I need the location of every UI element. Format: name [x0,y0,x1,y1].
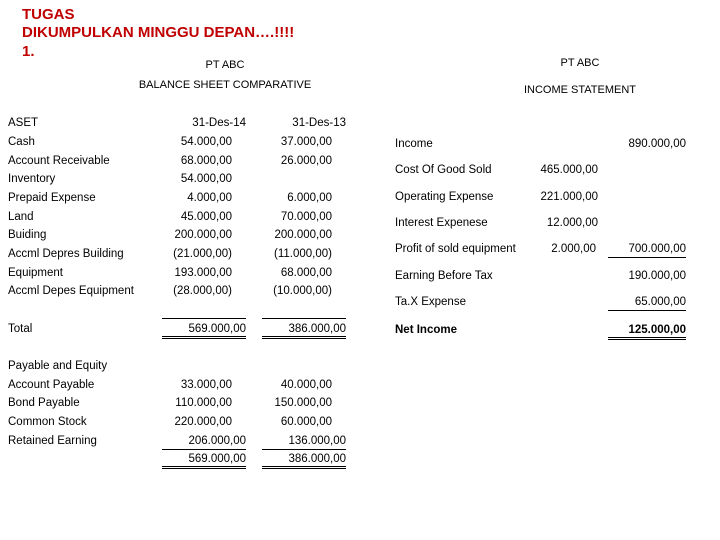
asset-row-value-2014: 200.000,00 [174,229,232,241]
asset-heading: ASET [8,117,39,129]
liabilities-total-2014: 569.000,00 [162,452,246,469]
asset-row-value-2013: (10.000,00) [273,285,332,297]
column-header-2013: 31-Des-13 [292,117,346,129]
question-number: 1. [22,43,35,60]
liability-row-label: Common Stock [8,416,87,428]
liability-row-value-2014: 220.000,00 [174,416,232,428]
expense-subtotal-value: 700.000,00 [608,242,686,258]
income-label: Income [395,138,433,150]
asset-row-value-2013: 37.000,00 [280,136,332,148]
liability-row-label: Account Payable [8,379,95,391]
asset-row-value-2013: 26.000,00 [280,155,332,167]
asset-row-value-2014: (28.000,00) [173,285,232,297]
asset-row-label: Cash [8,136,35,148]
income-value: 890.000,00 [628,138,686,150]
profit-sold-equipment-value: 2.000,00 [551,243,596,255]
asset-row-label: Accml Depres Building [8,248,124,260]
assignment-title: TUGAS [22,6,75,23]
asset-row-label: Buiding [8,229,47,241]
cogs-label: Cost Of Good Sold [395,164,492,176]
tax-expense-label: Ta.X Expense [395,296,466,308]
balance-sheet-title: BALANCE SHEET COMPARATIVE [138,79,312,91]
asset-row-label: Accml Depes Equipment [8,285,134,297]
liability-row-label: Bond Payable [8,397,80,409]
total-value-2014: 569.000,00 [162,318,246,339]
total-label: Total [8,323,33,335]
liability-row-value-2014: 33.000,00 [180,379,232,391]
asset-row-value-2014: (21.000,00) [173,248,232,260]
asset-row-label: Account Receivable [8,155,110,167]
profit-sold-equipment-label: Profit of sold equipment [395,243,516,255]
asset-row-value-2014: 4.000,00 [187,192,232,204]
balance-sheet-company: PT ABC [205,59,245,71]
asset-row-label: Prepaid Expense [8,192,96,204]
interest-expense-label: Interest Expenese [395,217,488,229]
net-income-label: Net Income [395,324,457,336]
tax-expense-value: 65.000,00 [608,295,686,311]
liability-row-value-2013: 60.000,00 [280,416,332,428]
asset-row-label: Equipment [8,267,63,279]
liability-row-value-2014: 206.000,00 [162,434,246,450]
total-value-2013: 386.000,00 [262,318,346,339]
asset-row-label: Inventory [8,173,56,185]
asset-row-value-2014: 54.000,00 [180,173,232,185]
liabilities-total-2013: 386.000,00 [262,452,346,469]
asset-row-label: Land [8,211,34,223]
income-statement-company: PT ABC [560,57,600,69]
liability-row-value-2013: 150.000,00 [274,397,332,409]
earning-before-tax-label: Earning Before Tax [395,270,493,282]
operating-expense-label: Operating Expense [395,191,494,203]
asset-row-value-2013: 200.000,00 [274,229,332,241]
asset-row-value-2014: 54.000,00 [180,136,232,148]
income-statement-title: INCOME STATEMENT [523,84,637,96]
asset-row-value-2013: 70.000,00 [280,211,332,223]
operating-expense-value: 221.000,00 [540,191,598,203]
liability-row-value-2013: 136.000,00 [262,434,346,450]
cogs-value: 465.000,00 [540,164,598,176]
liability-row-value-2013: 40.000,00 [280,379,332,391]
asset-row-value-2013: 6.000,00 [287,192,332,204]
liabilities-heading: Payable and Equity [8,360,108,372]
earning-before-tax-value: 190.000,00 [628,270,686,282]
assignment-subtitle: DIKUMPULKAN MINGGU DEPAN….!!!! [22,24,295,41]
asset-row-value-2013: (11.000,00) [274,248,332,260]
liability-row-label: Retained Earning [8,435,97,447]
asset-row-value-2013: 68.000,00 [280,267,332,279]
asset-row-value-2014: 193.000,00 [174,267,232,279]
net-income-value: 125.000,00 [608,323,686,340]
interest-expense-value: 12.000,00 [546,217,598,229]
asset-row-value-2014: 45.000,00 [180,211,232,223]
asset-row-value-2014: 68.000,00 [180,155,232,167]
liability-row-value-2014: 110.000,00 [175,397,232,409]
column-header-2014: 31-Des-14 [192,117,246,129]
